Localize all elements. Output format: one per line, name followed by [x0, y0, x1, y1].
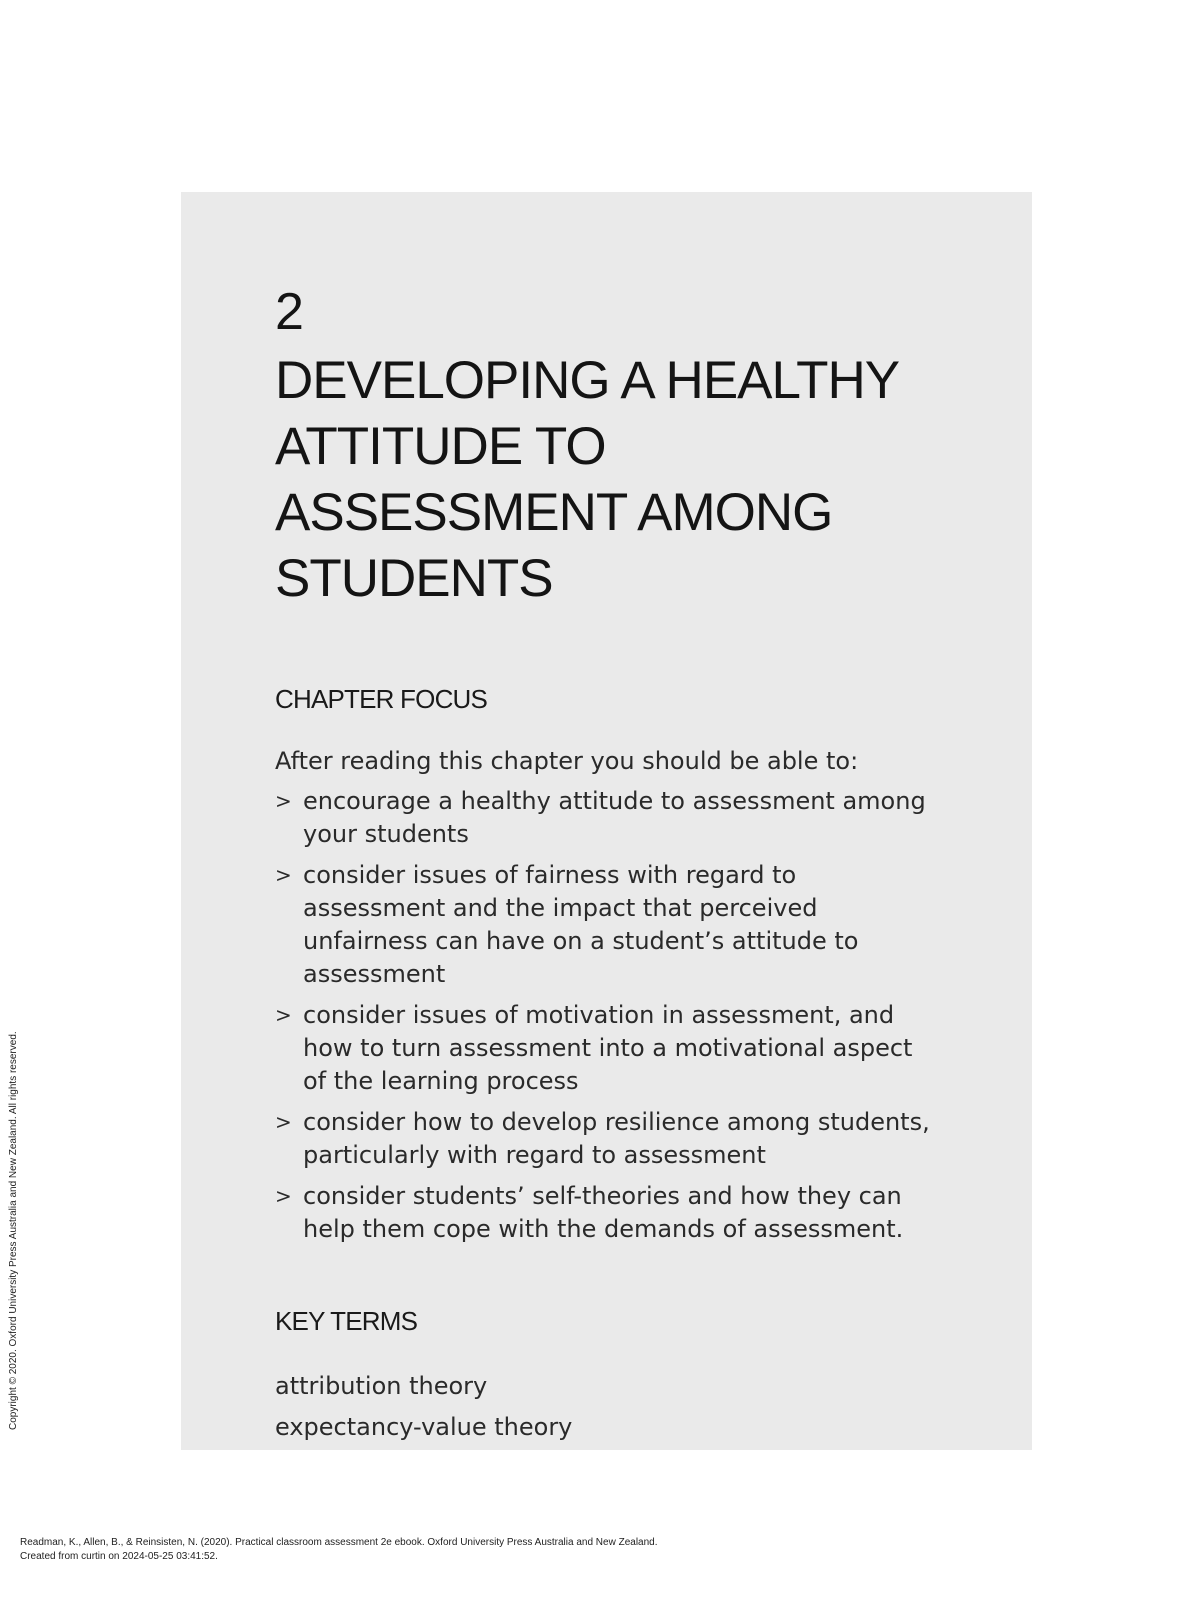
key-term: expectancy-value theory — [275, 1413, 573, 1441]
focus-item — [275, 859, 955, 991]
key-terms-heading: KEY TERMS — [275, 1306, 418, 1336]
focus-item-line: consider issues of fairness with regard to — [303, 861, 797, 889]
focus-item-line: how to turn assessment into a motivational aspect — [303, 1034, 913, 1062]
focus-item-line: particularly with regard to assessment — [303, 1141, 766, 1169]
chapter-title-line: ASSESSMENT AMONG — [275, 483, 833, 542]
focus-item-line: unfairness can have on a student’s attitude to — [303, 927, 859, 955]
bullet-chevron-icon: > — [275, 1110, 292, 1134]
key-terms-list — [275, 1366, 572, 1448]
bullet-chevron-icon: > — [275, 1003, 292, 1027]
focus-item-line: consider issues of motivation in assessment, and — [303, 1001, 895, 1029]
bullet-chevron-icon: > — [275, 789, 292, 813]
footer-citation: Readman, K., Allen, B., & Reinsisten, N. (2020). Practical classroom assessment 2e ebook. Oxford University Press Australia and New Zealand. — [20, 1537, 658, 1548]
chapter-focus-list — [275, 785, 955, 1254]
focus-item — [275, 785, 955, 851]
footer-created: Created from curtin on 2024-05-25 03:41:52. — [20, 1551, 218, 1562]
bullet-chevron-icon: > — [275, 863, 292, 887]
focus-item-line: consider students’ self-theories and how they can — [303, 1182, 902, 1210]
chapter-title-line: ATTITUDE TO — [275, 417, 606, 476]
chapter-focus-heading: CHAPTER FOCUS — [275, 684, 488, 714]
page-footer — [20, 1536, 658, 1564]
chapter-focus-intro: After reading this chapter you should be able to: — [275, 747, 859, 775]
focus-item — [275, 1180, 955, 1246]
focus-item — [275, 1106, 955, 1172]
bullet-chevron-icon: > — [275, 1184, 292, 1208]
chapter-number: 2 — [275, 283, 304, 341]
focus-item-line: assessment — [303, 960, 446, 988]
focus-item-line: of the learning process — [303, 1067, 579, 1095]
focus-item-line: your students — [303, 820, 469, 848]
focus-item-line: assessment and the impact that perceived — [303, 894, 818, 922]
chapter-title-line: STUDENTS — [275, 549, 553, 608]
chapter-title-line: DEVELOPING A HEALTHY — [275, 351, 900, 410]
focus-item-line: help them cope with the demands of assessment. — [303, 1215, 904, 1243]
focus-item-line: encourage a healthy attitude to assessment among — [303, 787, 926, 815]
focus-item-line: consider how to develop resilience among students, — [303, 1108, 930, 1136]
key-term: attribution theory — [275, 1372, 488, 1400]
side-copyright-notice: Copyright © 2020. Oxford University Press Australia and New Zealand. All rights reserved. — [8, 1031, 19, 1430]
chapter-title — [275, 348, 975, 612]
focus-item — [275, 999, 955, 1098]
